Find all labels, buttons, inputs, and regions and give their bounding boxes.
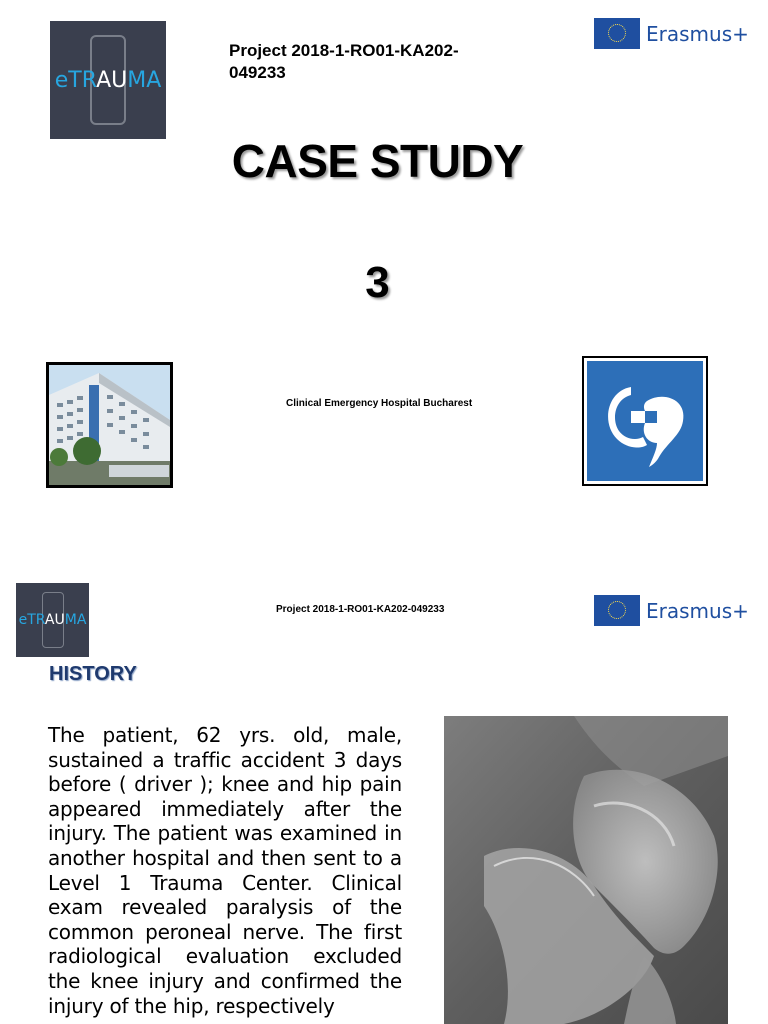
- xray-icon: [444, 716, 728, 1024]
- hospital-photo: [46, 362, 173, 488]
- logo-text-left: eTR: [18, 612, 45, 628]
- logo-text-mid: AU: [96, 67, 128, 93]
- hospital-cross-logo-icon: [587, 361, 703, 481]
- etrauma-logo-small: [16, 583, 89, 657]
- logo-text-right: MA: [127, 67, 162, 93]
- project-number: Project 2018-1-RO01-KA202-049233: [229, 41, 459, 82]
- erasmus-label: Erasmus+: [646, 598, 749, 623]
- logo-text-left: eTR: [54, 67, 97, 93]
- case-number: 3: [365, 258, 390, 307]
- section-title: HISTORY: [49, 663, 137, 685]
- hospital-building-image: [49, 365, 170, 485]
- hospital-logo: [582, 356, 708, 486]
- page-title: CASE STUDY: [231, 135, 524, 187]
- history-paragraph: The patient, 62 yrs. old, male, sustained a traffic accident 3 days before ( driver ); knee and hip pain appeared immediately after the injury. The patient was examined in another hospital and then sent to a Level 1 Trauma Center. Clinical exam revealed paralysis of the common peroneal nerve. The first radiological evaluation excluded the knee injury and confirmed the injury of the hip, respectively: [48, 723, 402, 1018]
- erasmus-label: Erasmus+: [646, 21, 749, 46]
- eu-flag-icon: [594, 595, 640, 626]
- erasmus-logo-small: [594, 595, 749, 626]
- logo-text-mid: AU: [44, 612, 65, 628]
- etrauma-logo: [50, 21, 166, 139]
- hip-xray-image: [444, 716, 728, 1024]
- eu-flag-icon: [594, 18, 640, 49]
- hospital-name: Clinical Emergency Hospital Bucharest: [286, 398, 473, 409]
- project-number-small: Project 2018-1-RO01-KA202-049233: [276, 604, 445, 615]
- erasmus-logo: [594, 18, 749, 49]
- logo-text-right: MA: [64, 612, 87, 628]
